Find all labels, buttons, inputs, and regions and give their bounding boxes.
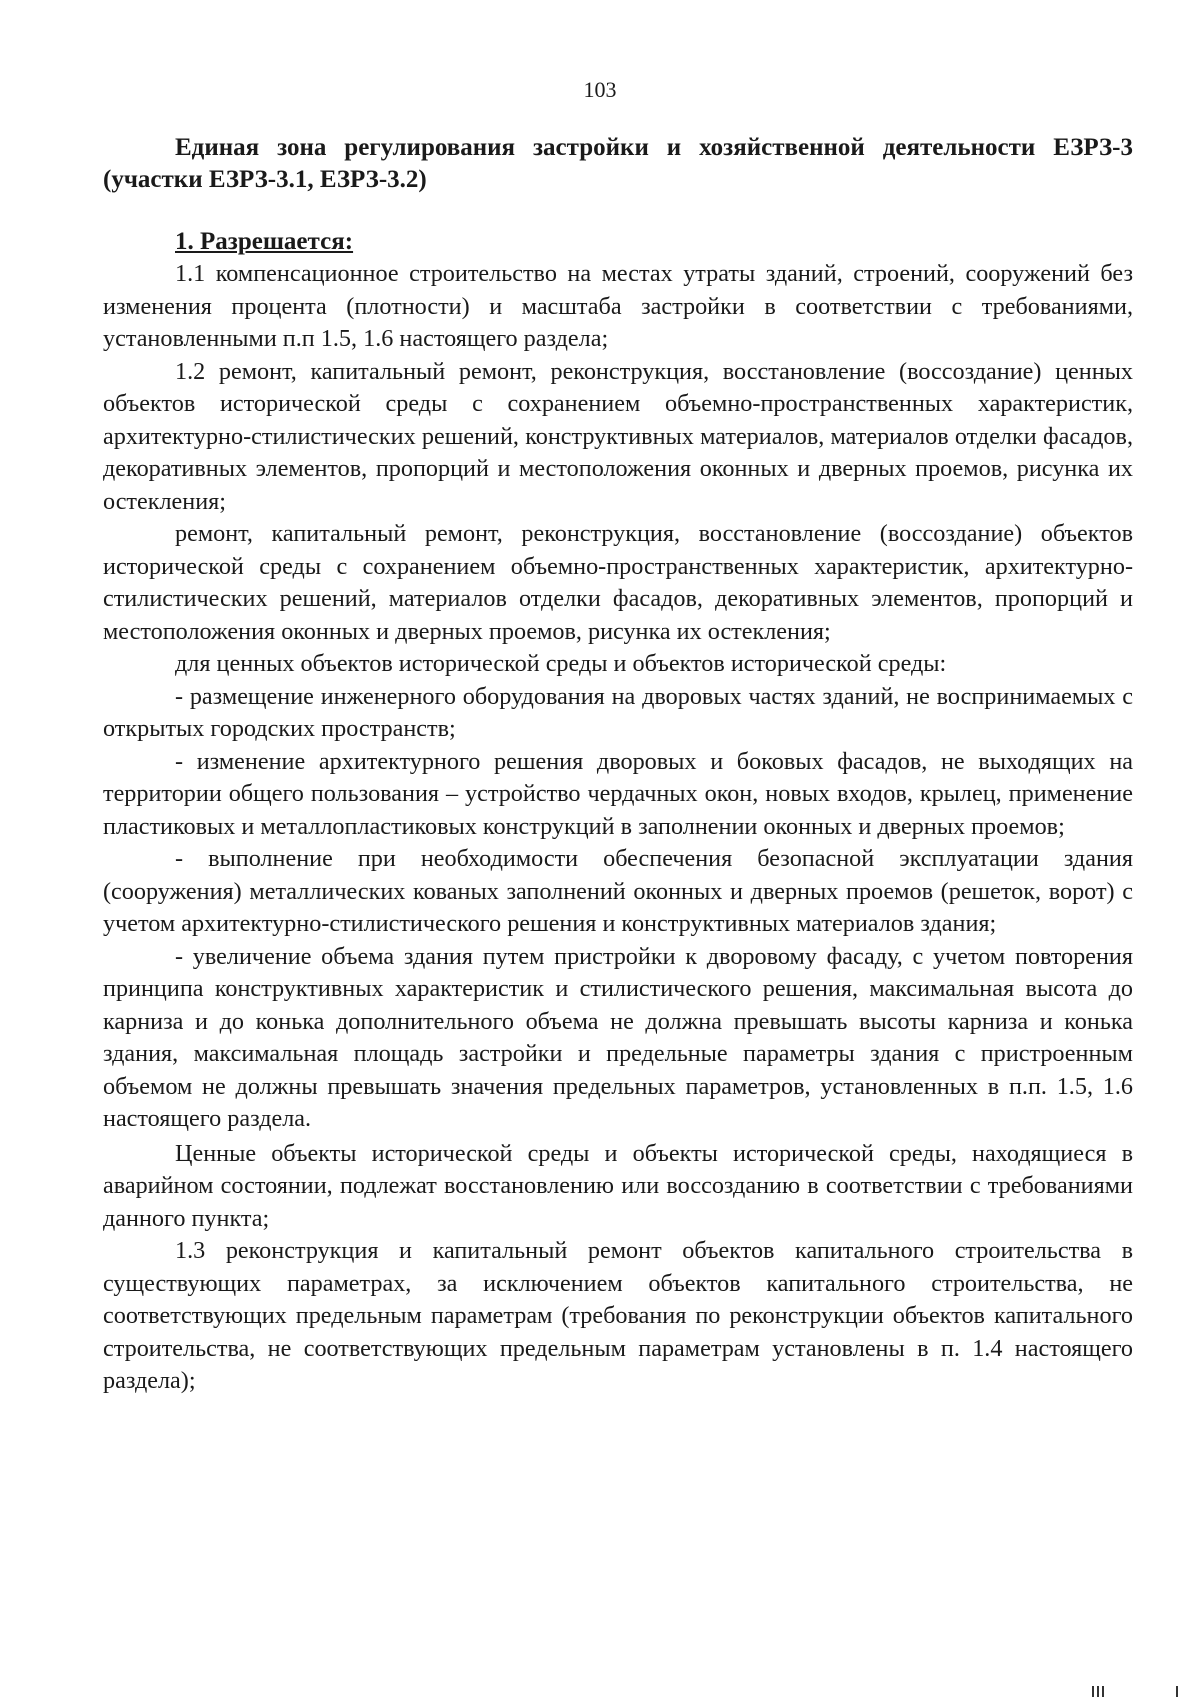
list-item-forged-fillings: - выполнение при необходимости обеспечения безопасной эксплуатации здания (сооружения) металлических кованых заполнений оконных и дверных проемов (решеток, ворот) с учетом архитектурно-стилистического решения и конструктивных материалов здания; xyxy=(103,845,1133,937)
paragraph-1-3: 1.3 реконструкция и капитальный ремонт объектов капитального строительства в существующих параметрах, за исключением объектов капитального строительства, не соответствующих предельным параметрам (требования по реконструкции объектов капитального строительства, не соответствующих предельным параметрам установлены в п. 1.4 настоящего раздела); xyxy=(103,1237,1133,1394)
subheading-permitted xyxy=(103,226,1133,258)
paragraph-1-2: 1.2 ремонт, капитальный ремонт, реконструкция, восстановление (воссоздание) ценных объектов исторической среды с сохранением объемно-пространственных характеристик, архитектурно-стилистических решений, конструктивных материалов, материалов отделки фасадов, декоративных элементов, пропорций и местоположения оконных и дверных проемов, рисунка их остекления; xyxy=(103,357,1133,515)
scan-artifact xyxy=(1176,1686,1178,1697)
scan-artifact xyxy=(1097,1686,1099,1697)
list-item-engineering-equipment: - размещение инженерного оборудования на дворовых частях зданий, не воспринимаемых с открытых городских пространств; xyxy=(103,682,1133,742)
paragraph-for-valuable-objects: для ценных объектов исторической среды и объектов исторической среды: xyxy=(175,650,947,677)
document-body xyxy=(103,132,1133,1398)
list-item-facade-change: - изменение архитектурного решения дворовых и боковых фасадов, не выходящих на территории общего пользования – устройство чердачных окон, новых входов, крылец, применение пластиковых и металлопластиковых конструкций в заполнении оконных и дверных проемов; xyxy=(103,747,1133,840)
scan-artifact xyxy=(1102,1686,1104,1697)
section-title: Единая зона регулирования застройки и хозяйственной деятельности ЕЗРЗ-3 (участки ЕЗРЗ-3.1, ЕЗРЗ-3.2) xyxy=(103,134,1133,193)
list-item-volume-increase: - увеличение объема здания путем пристройки к дворовому фасаду, с учетом повторения принципа конструктивных характеристик и стилистического решения, максимальная высота до карниза и до конька дополнительного объема не должна превышать высоты карниза и конька здания, максимальная площадь застройки и предельные параметры здания с пристроенным объемом не должны превышать значения предельных параметров, установленных в п.п. 1.5, 1.6 настоящего раздела. xyxy=(103,942,1133,1132)
paragraph-emergency-objects: Ценные объекты исторической среды и объекты исторической среды, находящиеся в аварийном состоянии, подлежат восстановлению или воссозданию в соответствии с требованиями данного пункта; xyxy=(103,1139,1133,1232)
subheading-text: 1. Разрешается: xyxy=(175,228,354,255)
paragraph-list xyxy=(103,258,1133,1398)
scan-artifact xyxy=(1092,1686,1094,1697)
page-number: 103 xyxy=(583,77,617,102)
paragraph-1-1: 1.1 компенсационное строительство на местах утраты зданий, строений, сооружений без изменения процента (плотности) и масштаба застройки в соответствии с требованиями, установленными п.п 1.5, 1.6 настоящего раздела; xyxy=(103,260,1133,352)
paragraph-repair-objects: ремонт, капитальный ремонт, реконструкция, восстановление (воссоздание) объектов исторической среды с сохранением объемно-пространственных характеристик, архитектурно-стилистических решений, материалов отделки фасадов, декоративных элементов, пропорций и местоположения оконных и дверных проемов, рисунка их остекления; xyxy=(103,520,1133,645)
